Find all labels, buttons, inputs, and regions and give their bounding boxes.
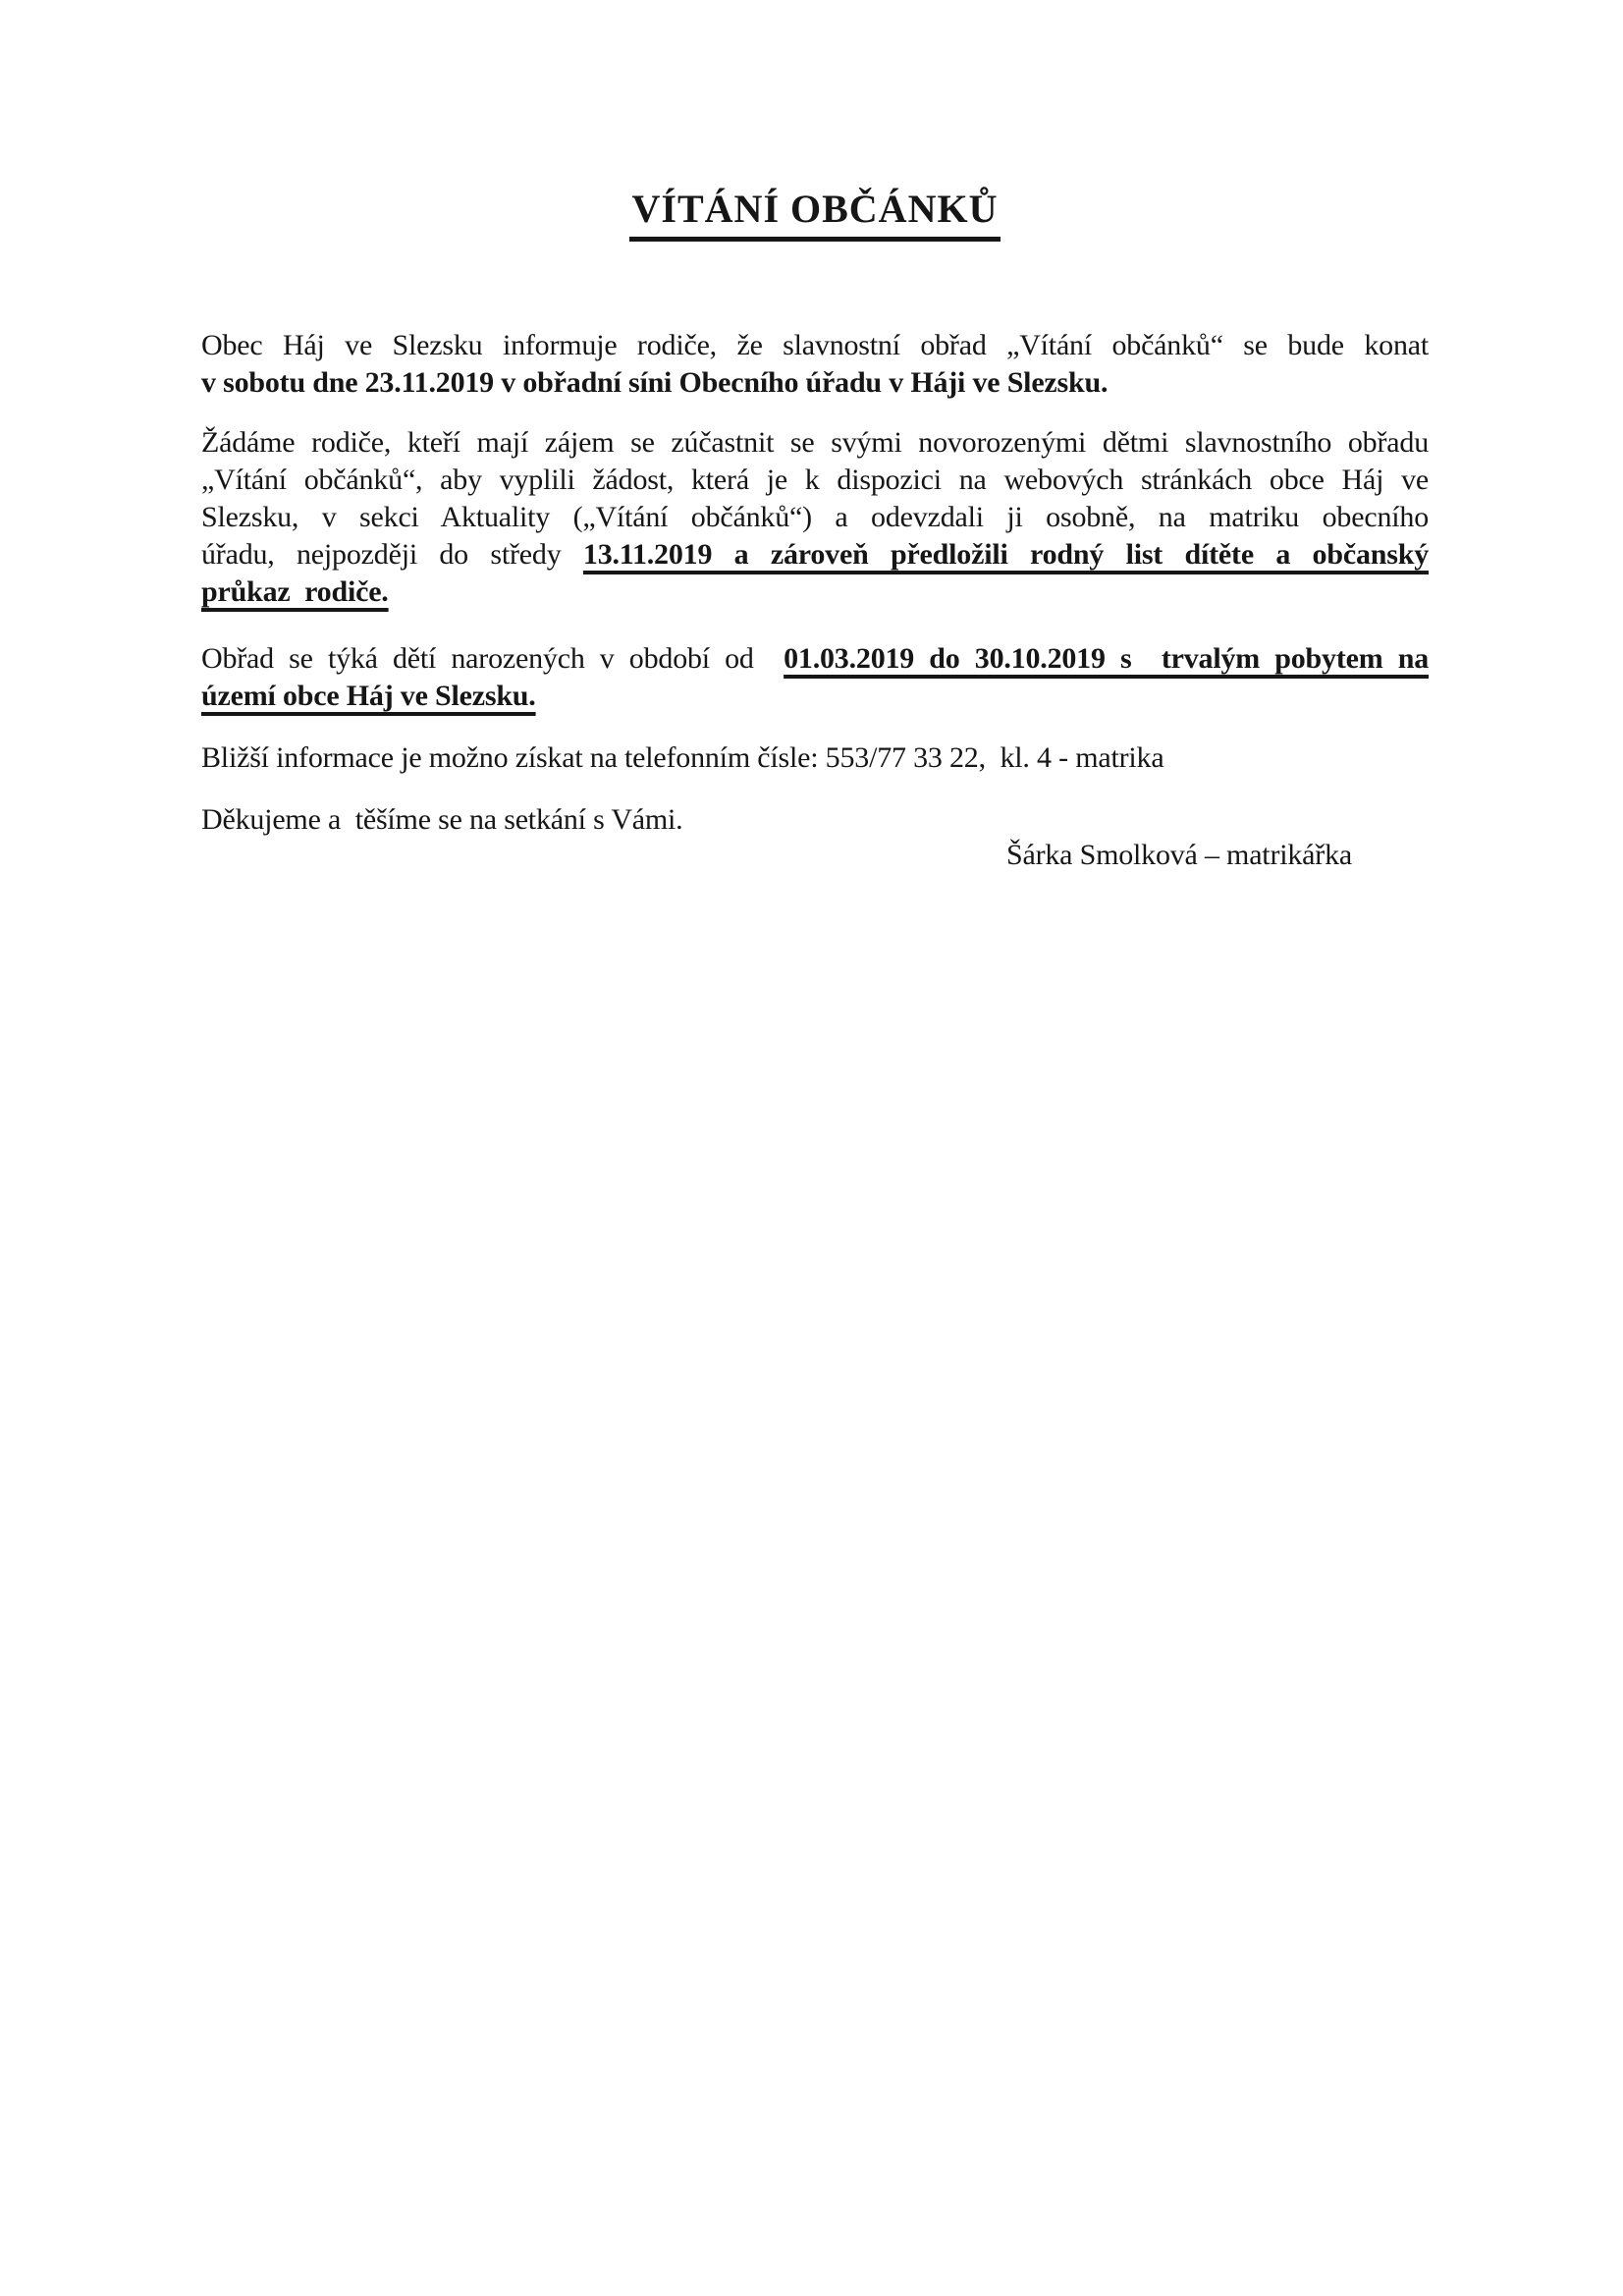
request-line-5-deadline: průkaz rodiče.	[201, 575, 389, 608]
period-line-1-dates: 01.03.2019 do 30.10.2019 s trvalým pobytem na	[784, 642, 1429, 675]
closing-row	[201, 801, 1429, 839]
request-line-4	[201, 536, 1429, 574]
period-paragraph	[201, 640, 1429, 715]
request-line-2: „Vítání občánků“, aby vyplili žádost, která je k dispozici na webových stránkách obce Háj ve	[201, 464, 1429, 496]
request-paragraph	[201, 424, 1429, 611]
contact-info-row	[201, 739, 1429, 777]
request-line-1: Žádáme rodiče, kteří mají zájem se zúčastnit se svými novorozenými dětmi slavnostního obřadu	[201, 426, 1429, 459]
contact-info-line: Bližší informace je možno získat na telefonním čísle: 553/77 33 22, kl. 4 - matrika	[201, 741, 1164, 774]
period-line-2	[201, 678, 1429, 715]
period-line-2-territory: území obce Háj ve Slezsku.	[201, 680, 536, 712]
document-title: VÍTÁNÍ OBČÁNKŮ	[629, 187, 1001, 242]
request-line-5	[201, 574, 1429, 611]
intro-line-2-bold: v sobotu dne 23.11.2019 v obřadní síni Obecního úřadu v Háji ve Slezsku.	[201, 366, 1109, 399]
period-line-1-regular: Obřad se týká dětí narozených v období od	[201, 642, 784, 675]
intro-line-1: Obec Háj ve Slezsku informuje rodiče, že slavnostní obřad „Vítání občánků“ se bude konat	[201, 329, 1429, 361]
request-line-3: Slezsku, v sekci Aktuality („Vítání občánků“) a odevzdali ji osobně, na matriku obecního	[201, 501, 1429, 533]
signature-name: Šárka Smolková – matrikářka	[1005, 839, 1352, 871]
request-line-4-regular: úřadu, nejpozději do středy	[201, 538, 583, 571]
intro-paragraph	[201, 327, 1429, 402]
document-title-row	[201, 187, 1429, 242]
closing-line: Děkujeme a těšíme se na setkání s Vámi.	[201, 803, 683, 836]
request-line-4-deadline: 13.11.2019 a zároveň předložili rodný list dítěte a občanský	[582, 538, 1429, 571]
period-line-1	[201, 640, 1429, 678]
signature-row	[201, 837, 1429, 874]
